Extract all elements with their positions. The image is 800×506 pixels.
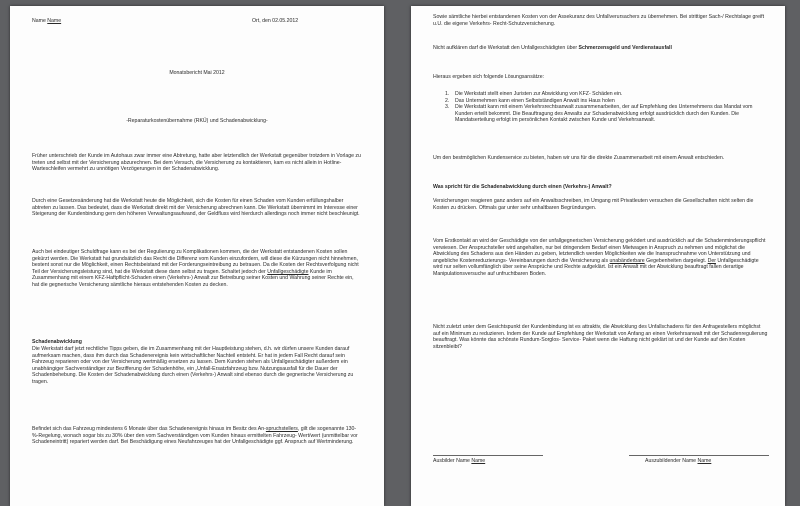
paragraph-erstkontakt: Vom Erstkontakt an wird der Geschädigte von der unfallgegnerischen Versicherung geködert und ausdrücklich auf die Schadenminderungspflicht verwiesen. Der Anspruchsteller wird angehalten, nur bei dringendem Bedarf einen Mietwagen in Anspruch zu nehmen und möglichst die Abwicklung des Schadens aus den Händen zu geben, letztendlich werden Möglichkeiten wie die Inanspruchnahme von Unterstützung und angebliche Kostenreduzierungs- Vereinbarungen durch die Versicherung als unabänderbare Gegebenheiten dargelegt. Der Unfallgeschädigte wird nur selten vollumfänglich über seine Ansprüche und Rechte aufgeklärt. Ist ein Anwalt mit der Abwicklung beauftragt fallen derartige Manipulationsversuche auf unfruchtbaren Boden. xyxy=(433,238,766,277)
signature-trainee: Auszubildender Name Name xyxy=(645,458,712,464)
underlined-term: unabänderbare xyxy=(609,257,645,264)
signature-line-trainer xyxy=(433,455,543,456)
paragraph-versicherungen: Versicherungen reagieren ganz anders auf ein Anwaltsschreiben, im Umgang mit Privatleuten versuchen die Gesellschaften nicht selten die Kosten zu drücken. Oftmals gar unter sehr unhaltbaren Begründungen. xyxy=(433,198,754,211)
paragraph-complications: Auch bei eindeutiger Schuldfrage kann es bei der Regulierung zu Komplikationen kommen, die der Werkstatt entstandenen Kosten sollen gekürzt werden. Die Werkstatt hat grundsätzlich das Recht die Differenz vom Kunden einzufordern, will diese die Kürzungen nicht hinnehmen, bestent sonst nur die Möglichkeit, einen Rechtsbeistand mit der Forderungseintreibung zu betrauen. Da die Kosten der Rechtsverfolgung nicht Teil der Versicherungsleistung sind, hat die Werkstatt diese dann selbst zu tragen. Schaltet jedoch der Unfallgeschädigte Kunde im Zusammenhang mit einem KFZ-Haftpflicht-Schaden einen (Verkehrs-) Anwalt zur Betreibung seiner Kosten und Wahrung seiner Rechte ein, hat die gegnerische Versicherung sämtliche hieraus entstehenden Kosten zu decken. xyxy=(32,249,359,288)
paragraph-intro: Früher unterschrieb der Kunde im Autohaus zwar immer eine Abtretung, hatte aber letztendlich der Werkstatt gegenüber trotzdem in Vorlage zu treten und selbst mit der Versicherung abzurechnen. Bei dem Versuch, die Versicherung zu kontaktieren, kam es nicht allein in Hotline- Warteschleifen vermehrt zu unnötigen Verzögerungen in der Schadenabwicklung. xyxy=(32,153,361,173)
solution-list xyxy=(433,91,769,124)
document-page-left xyxy=(10,6,384,506)
signature-trainer: Ausbilder Name Name xyxy=(433,458,486,464)
paragraph-law-change: Durch eine Gesetzesänderung hat die Werkstatt heute die Möglichkeit, sich die Kosten für einen Schaden vom Kunden erfüllungshalber abtreten zu lassen. Das bedeutet, dass die Werkstatt direkt mit der Versicherung abrechnen kann. Die Werkstatt übernimmt im Interesse einer Steigerung der Kundenbindung gern den höheren Verwaltungsaufwand, der Geldfluss wird hierdurch allerdings noch immer nicht beschleunigt. xyxy=(32,198,360,218)
bold-term: Schmerzensgeld und Verdienstausfall xyxy=(578,45,672,51)
list-intro: Hieraus ergeben sich folgende Lösungsansätze: xyxy=(433,74,545,80)
paragraph-nicht-aufklaeren: Nicht aufklären darf die Werkstatt den Unfallgeschädigten über Schmerzensgeld und Verdienstausfall xyxy=(433,45,672,51)
document-page-right xyxy=(411,6,785,506)
signature-line-trainee xyxy=(629,455,769,456)
paragraph-kosten: Sowie sämtliche hierbei entstandenen Kosten von der Assekuranz des Unfallverursachers zu übernehmen. Bei strittiger Sach-/ Rechtslage greift u.U. die eigene Verkehrs- Recht-Schutzversicherung. xyxy=(433,14,765,27)
list-item: 2. Das Unternehmen kann einen Selbstständigen Anwalt ins Haus holen xyxy=(445,97,615,104)
paragraph-130-regel: Befindet sich das Fahrzeug mindestens 6 Monate über das Schadenereignis hinaus im Besitz des An-spruchstellers, gilt die sogenannte 130-%-Regelung, wonach sogar bis zu 30% über den vom Sachverständigen vom Kunden hinaus ermittelten Fahrzeug- Wert/wert (unmittelbar vor Schadeneintritt) repariert werden darf. Bei Beschädigung eines Neufahrzeuges hat der Unfallgeschädigte ggf. Anspruch auf Wertminderung. xyxy=(32,426,358,446)
header-date: Ort, den 02.05.2012 xyxy=(252,18,299,24)
header-name: Name Name xyxy=(32,18,62,24)
question-heading: Was spricht für die Schadenabwicklung durch einen (Verkehrs-) Anwalt? xyxy=(433,184,612,190)
section-heading-schadenabwicklung: Schadenabwicklung xyxy=(32,339,82,345)
underlined-term: Der xyxy=(707,257,716,264)
paragraph-schadenabwicklung: Die Werkstatt darf jetzt rechtliche Tipps geben, die im Zusammenhang mit der Hauptleistung stehen, d.h. wir dürfen unsere Kunden darauf aufmerksam machen, dass ihm durch das Schadenereignis kein wirtschaftlicher Nachteil entsteht. Er hat in jedem Fall Recht darauf sein Fahrzeug reparieren oder von der Versicherung wertmäßig ersetzen zu lassen. Dem Kunden stehen als Unfallgeschädigter außerdem ein unabhängiger Sachverständiger zur Bezifferung der Schadenhöhe, ein „Unfall-Ersatzfahrzeug bzw. Nutzungsausfall für die Dauer der Schadenbehebung. Die Kosten der Schadenabwicklung durch einen (Verkehrs-) Anwalt sind ebenso durch die gegnerische Versicherung zu tragen. xyxy=(32,346,354,385)
report-title: Monatsbericht Mai 2012 xyxy=(169,70,225,76)
paragraph-decision: Um den bestmöglichen Kundenservice zu bieten, haben wir uns für die direkte Zusammenarbeit mit einem Anwalt entschieden. xyxy=(433,155,725,161)
report-subtitle: -Reparaturkostenübernahme (RKÜ) und Schadenabwicklung- xyxy=(126,118,268,124)
underlined-term: spruchstellers xyxy=(265,426,298,432)
list-item: 3. Die Werkstatt kann mit einem Verkehrsrechtsanwalt zusammenarbeiten, der auf Empfehlung des Unternehmens das Mandat vom Kunden erteilt bekommt. Die Beauftragung des Anwalts zur Schadenabwicklung erfolgt ausdrücklich durch den Kunden. Die Mandatserteilung erfolgt im persönlichen Kontakt zwischen Kunde und Verkehrsanwalt. xyxy=(445,104,753,124)
paragraph-kundenbindung: Nicht zuletzt unter dem Gesichtspunkt der Kundenbindung ist es attraktiv, die Abwicklung des Unfallschadens für den Anfragestellers möglichst auf ein Minimum zu reduzieren. Indem der Kunde auf Empfehlung der Werkstatt von Anfang an einen Verkehrsanwalt mit der Schadenregulierung beauftragt. Was könnte das schönste Rundum-Sorglos- Service- Paket wenn die Haftung nicht geklärt ist und der Kunde auf den Kosten sitzenbleibt? xyxy=(433,324,768,350)
list-item: 1. Die Werkstatt stellt einen Juristen zur Abwicklung von KFZ- Schäden ein. xyxy=(445,91,623,97)
header-name-value: Name xyxy=(47,18,62,24)
underlined-term: Unfallgeschädigte xyxy=(267,268,309,275)
